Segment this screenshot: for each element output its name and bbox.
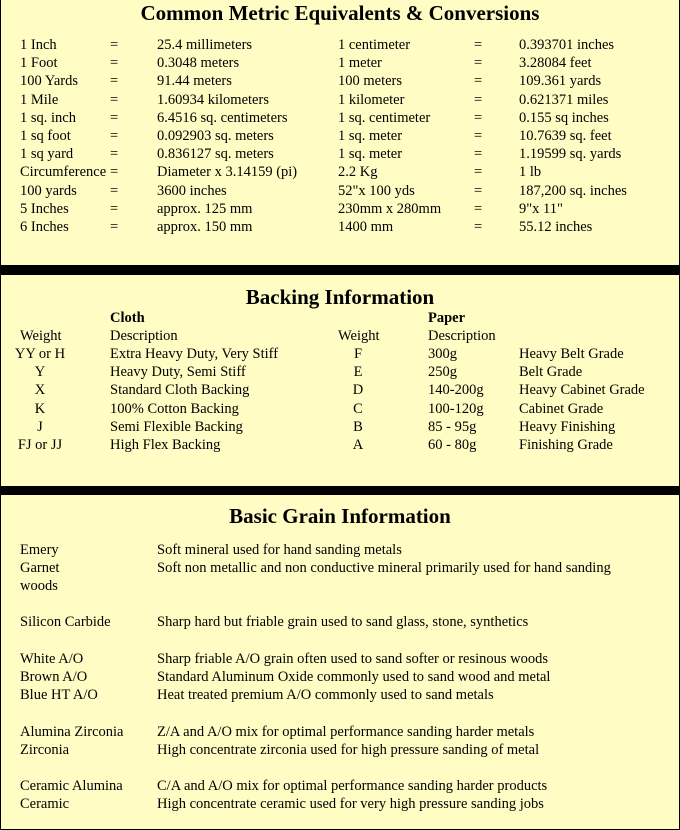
grain-row xyxy=(1,723,679,741)
unit-from: 1 centimeter xyxy=(338,37,411,53)
conversions-title: Common Metric Equivalents & Conversions xyxy=(140,1,540,25)
paper-description: Heavy Cabinet Grade xyxy=(519,382,645,399)
equals-sign: = xyxy=(474,128,483,144)
unit-to: 3600 inches xyxy=(157,182,227,199)
grain-row xyxy=(1,686,679,704)
paper-weight: E xyxy=(353,364,363,381)
cloth-description: Semi Flexible Backing xyxy=(110,418,243,435)
grain-description: High concentrate zirconia used for high pressure sanding of metal xyxy=(157,742,540,758)
cloth-description: Extra Heavy Duty, Very Stiff xyxy=(110,346,279,362)
unit-from: 230mm x 280mm xyxy=(338,200,442,217)
cloth-weight-label: Weight xyxy=(20,328,62,344)
grain-name: Garnet xyxy=(20,560,60,576)
grain-description: Heat treated premium A/O commonly used to sand metals xyxy=(157,687,494,703)
grain-description: Z/A and A/O mix for optimal performance sanding harder metals xyxy=(157,724,535,740)
cloth-description: 100% Cotton Backing xyxy=(110,400,239,417)
conversion-row xyxy=(1,127,679,145)
unit-from: 1 Mile xyxy=(20,91,59,108)
unit-from: 1 sq. meter xyxy=(338,128,403,144)
unit-from: 1 sq. centimeter xyxy=(338,109,431,126)
cloth-weight: Y xyxy=(34,364,46,381)
equals-sign: = xyxy=(110,219,119,235)
paper-grams: 250g xyxy=(428,364,457,381)
paper-description: Heavy Belt Grade xyxy=(519,346,624,362)
unit-from: 1 Inch xyxy=(20,37,57,53)
unit-to: 0.836127 sq. meters xyxy=(157,146,274,163)
conversion-row xyxy=(1,145,679,163)
unit-from: 5 Inches xyxy=(20,200,69,217)
unit-to: 91.44 meters xyxy=(157,73,232,90)
unit-to: 10.7639 sq. feet xyxy=(519,128,612,144)
unit-from: 1 kilometer xyxy=(338,91,405,108)
conversion-row xyxy=(1,36,679,54)
unit-to: 25.4 millimeters xyxy=(157,37,253,53)
backing-row xyxy=(1,381,679,399)
equals-sign: = xyxy=(474,182,483,199)
paper-grams: 60 - 80g xyxy=(428,437,477,453)
grain-name: Brown A/O xyxy=(20,669,88,685)
unit-to: 0.621371 miles xyxy=(519,91,609,108)
unit-to: 0.092903 sq. meters xyxy=(157,128,274,144)
grain-row xyxy=(1,613,679,631)
paper-description: Belt Grade xyxy=(519,364,583,381)
equals-sign: = xyxy=(110,109,119,126)
cloth-description: Heavy Duty, Semi Stiff xyxy=(110,364,246,381)
conversion-row xyxy=(1,54,679,72)
cloth-weight: K xyxy=(34,400,46,417)
grain-name: Zirconia xyxy=(20,742,70,758)
equals-sign: = xyxy=(474,219,483,235)
grain-row xyxy=(1,668,679,686)
grain-row xyxy=(1,795,679,813)
unit-to: 0.3048 meters xyxy=(157,55,240,72)
grain-description: C/A and A/O mix for optimal performance sanding harder products xyxy=(157,778,548,794)
unit-from: 100 Yards xyxy=(20,73,79,90)
grain-description: Soft non metallic and non conductive mineral primarily used for hand sanding xyxy=(157,560,611,576)
grain-panel xyxy=(1,495,679,829)
equals-sign: = xyxy=(110,128,119,144)
unit-to: 187,200 sq. inches xyxy=(519,182,627,199)
conversion-row xyxy=(1,218,679,236)
unit-to: 1.60934 kilometers xyxy=(157,91,269,108)
equals-sign: = xyxy=(110,91,119,108)
paper-description: Finishing Grade xyxy=(519,437,613,453)
conversions-panel xyxy=(1,0,679,265)
grain-row xyxy=(1,777,679,795)
paper-description: Cabinet Grade xyxy=(519,400,604,417)
grain-description: Standard Aluminum Oxide commonly used to sand wood and metal xyxy=(157,669,551,685)
equals-sign: = xyxy=(474,164,483,181)
backing-title: Backing Information xyxy=(245,285,435,309)
unit-from: 1400 mm xyxy=(338,219,394,235)
grain-description: Sharp friable A/O grain often used to sand softer or resinous woods xyxy=(157,651,549,667)
unit-from: 1 sq foot xyxy=(20,128,71,144)
equals-sign: = xyxy=(110,37,119,53)
grain-name: Ceramic xyxy=(20,796,70,812)
equals-sign: = xyxy=(474,37,483,53)
conversion-row xyxy=(1,200,679,218)
cloth-weight: X xyxy=(34,382,46,399)
equals-sign: = xyxy=(110,200,119,217)
unit-from: 52"x 100 yds xyxy=(338,182,415,199)
grain-description: Soft mineral used for hand sanding metals xyxy=(157,542,402,558)
grain-name: Blue HT A/O xyxy=(20,687,98,703)
conversion-row xyxy=(1,163,679,181)
conversion-row xyxy=(1,109,679,127)
grain-row xyxy=(1,577,679,595)
equals-sign: = xyxy=(474,146,483,163)
equals-sign: = xyxy=(110,73,119,90)
unit-from: Circumference xyxy=(20,164,107,181)
grain-name: White A/O xyxy=(20,651,84,667)
backing-column-labels xyxy=(1,327,679,345)
grain-description: High concentrate ceramic used for very high pressure sanding jobs xyxy=(157,796,544,812)
unit-from: 2.2 Kg xyxy=(338,164,378,181)
equals-sign: = xyxy=(474,91,483,108)
paper-weight: D xyxy=(352,382,364,399)
unit-to: 9"x 11" xyxy=(519,200,563,217)
equals-sign: = xyxy=(474,55,483,72)
equals-sign: = xyxy=(110,146,119,163)
conversion-row xyxy=(1,91,679,109)
unit-from: 1 sq. meter xyxy=(338,146,403,163)
backing-row xyxy=(1,363,679,381)
unit-from: 1 sq. inch xyxy=(20,109,76,126)
backing-row xyxy=(1,400,679,418)
grain-name: Ceramic Alumina xyxy=(20,778,123,794)
unit-to: 3.28084 feet xyxy=(519,55,592,72)
cloth-description: Standard Cloth Backing xyxy=(110,382,250,399)
equals-sign: = xyxy=(474,109,483,126)
grain-row xyxy=(1,650,679,668)
unit-from: 1 meter xyxy=(338,55,382,72)
backing-row xyxy=(1,436,679,454)
grain-row xyxy=(1,559,679,577)
grain-name: Emery xyxy=(20,542,59,558)
unit-to: Diameter x 3.14159 (pi) xyxy=(157,164,298,181)
cloth-weight: FJ or JJ xyxy=(17,437,63,453)
backing-panel xyxy=(1,275,679,486)
unit-to: 109.361 yards xyxy=(519,73,602,90)
paper-weight: F xyxy=(353,346,363,362)
unit-to: 55.12 inches xyxy=(519,219,593,235)
cloth-description: High Flex Backing xyxy=(110,437,221,453)
equals-sign: = xyxy=(110,55,119,72)
unit-from: 100 yards xyxy=(20,182,77,199)
cloth-description-label: Description xyxy=(110,328,178,344)
paper-grams: 140-200g xyxy=(428,382,484,399)
unit-to: 0.155 sq inches xyxy=(519,109,609,126)
unit-to: 0.393701 inches xyxy=(519,37,615,53)
unit-from: 6 Inches xyxy=(20,219,69,235)
cloth-weight: YY or H xyxy=(14,346,66,362)
unit-from: 1 sq yard xyxy=(20,146,74,163)
paper-weight: B xyxy=(353,418,363,435)
equals-sign: = xyxy=(110,182,119,199)
unit-to: approx. 125 mm xyxy=(157,200,253,217)
equals-sign: = xyxy=(474,73,483,90)
equals-sign: = xyxy=(474,200,483,217)
unit-to: approx. 150 mm xyxy=(157,219,253,235)
cloth-weight: J xyxy=(37,418,43,435)
paper-grams: 85 - 95g xyxy=(428,418,477,435)
cloth-header: Cloth xyxy=(110,310,145,326)
paper-header: Paper xyxy=(428,310,466,326)
conversion-row xyxy=(1,182,679,200)
grain-name: woods xyxy=(20,578,58,594)
unit-from: 1 Foot xyxy=(20,55,58,72)
paper-description-label: Description xyxy=(428,328,496,344)
grain-row xyxy=(1,541,679,559)
grain-name: Alumina Zirconia xyxy=(20,724,124,740)
paper-weight-label: Weight xyxy=(338,328,380,344)
grain-row xyxy=(1,741,679,759)
grain-title: Basic Grain Information xyxy=(229,504,451,528)
grain-name: Silicon Carbide xyxy=(20,614,111,630)
paper-grams: 100-120g xyxy=(428,400,484,417)
unit-from: 100 meters xyxy=(338,73,403,90)
paper-grams: 300g xyxy=(428,346,457,362)
grain-description: Sharp hard but friable grain used to sand glass, stone, synthetics xyxy=(157,614,529,630)
equals-sign: = xyxy=(110,164,119,181)
paper-description: Heavy Finishing xyxy=(519,418,616,435)
conversion-row xyxy=(1,72,679,90)
backing-row xyxy=(1,418,679,436)
backing-row xyxy=(1,345,679,363)
unit-to: 1 lb xyxy=(519,164,542,181)
paper-weight: C xyxy=(353,400,363,417)
paper-weight: A xyxy=(352,437,364,453)
unit-to: 6.4516 sq. centimeters xyxy=(157,109,288,126)
unit-to: 1.19599 sq. yards xyxy=(519,146,622,163)
